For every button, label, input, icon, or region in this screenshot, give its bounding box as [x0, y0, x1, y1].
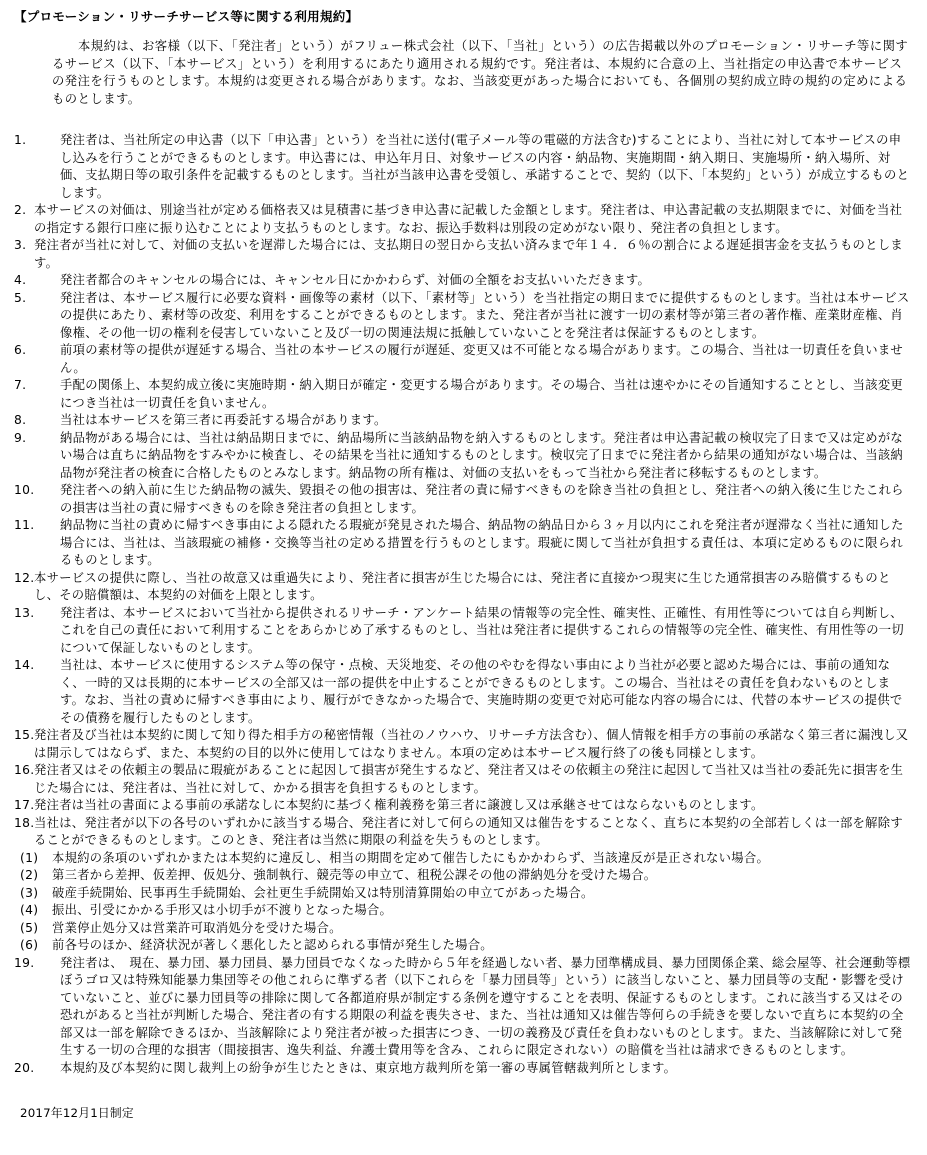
clause-text: 前各号のほか、経済状況が著しく悪化したと認められる事情が発生した場合。 [52, 938, 493, 952]
clause-list [14, 132, 913, 1077]
clause-number: 5. [14, 290, 27, 305]
clause-number: (5) [20, 920, 39, 935]
clause-text: 手配の関係上、本契約成立後に実施時期・納入期日が確定・変更する場合があります。その場合、当社は速やかにその旨通知することとし、当該変更につき当社は一切責任を負いません。 [60, 378, 904, 410]
clause-text: 当社は本サービスを第三者に再委託する場合があります。 [60, 413, 387, 427]
clause-18-item-4 [14, 902, 913, 920]
clause-6 [14, 342, 913, 377]
clause-text: 発注者又はその依頼主の製品に瑕疵があることに起因して損害が発生するなど、発注者又はその依頼主の発注に起因して当社又は当社の委託先に損害を生じた場合には、発注者は、当社に対して、かかる損害を負担するものとします。 [34, 763, 904, 795]
clause-number: 9. [14, 430, 27, 445]
clause-number: 2. [14, 203, 27, 217]
clause-number: 12. [14, 570, 35, 585]
clause-12 [14, 570, 913, 605]
clause-text: 発注者は、本サービス履行に必要な資料・画像等の素材（以下、「素材等」という）を当社指定の期日までに提供するものとします。当社は本サービスの提供にあたり、素材等の改変、利用をすることができるものとします。また、発注者が当社に渡す一切の素材等が第三者の著作権、産業財産権、肖像権、その他一切の権利を侵害していないこと及び一切の関連法規に抵触していないことを発注者は保証するものとします。 [60, 290, 910, 340]
clause-text: 振出、引受にかかる手形又は小切手が不渡りとなった場合。 [52, 903, 393, 917]
clause-text: 当社は、発注者が以下の各号のいずれかに該当する場合、発注者に対して何らの通知又は催告をすることなく、直ちに本契約の全部若しくは一部を解除することができるものとします。このとき、発注者は当然に期限の利益を失うものとします。 [34, 815, 903, 847]
clause-text: 前項の素材等の提供が遅延する場合、当社の本サービスの履行が遅延、変更又は不可能となる場合があります。この場合、当社は一切責任を負いません。 [60, 343, 904, 375]
clause-text: 発注者は、当社所定の申込書（以下「申込書」という）を当社に送付(電子メール等の電磁的方法含む)することにより、当社に対して本サービスの申し込みを行うことができるものとします。申込書には、申込年月日、対象サービスの内容・納品物、実施期間・納入期日、実施場所・納入場所、対価、支払期日等の取引条件を記載するものとします。当社が当該申込書を受領し、承諾することで、契約（以下、「本契約」という）が成立するものとします。 [60, 133, 910, 200]
clause-number: 10. [14, 483, 35, 497]
clause-number: (1) [20, 850, 39, 865]
clause-number: 7. [14, 378, 27, 392]
clause-4 [14, 272, 913, 290]
clause-18-item-5 [14, 920, 913, 938]
clause-text: 第三者から差押、仮差押、仮処分、強制執行、競売等の申立て、租税公課その他の滞納処分を受けた場合。 [52, 868, 657, 882]
clause-number: (4) [20, 903, 39, 917]
clause-text: 当社は、本サービスに使用するシステム等の保守・点検、天災地変、その他のやむを得ない事由により当社が必要と認めた場合には、事前の通知なく、一時的又は長期的に本サービスの全部又は一部の提供を中止することができるものとします。この場合、当社はその責任を負わないものとします。なお、当社の責めに帰すべき事由により、履行ができなかった場合で、実施時期の変更で対応可能な内容の場合には、代替の本サービスの提供でその債務を履行したものとします。 [60, 658, 903, 725]
clause-number: 3. [14, 238, 27, 252]
clause-text: 本規約の条項のいずれかまたは本契約に違反し、相当の期間を定めて催告したにもかかわらず、当該違反が是正されない場合。 [52, 850, 770, 865]
clause-number: 18. [14, 815, 35, 830]
clause-9 [14, 430, 913, 483]
clause-number: (6) [20, 938, 39, 952]
clause-16 [14, 762, 913, 797]
intro-paragraph: 本規約は、お客様（以下、「発注者」という）がフリュー株式会社（以下、「当社」という）の広告掲載以外のプロモーション・リサーチ等に関するサービス（以下、「本サービス」という）を利用するにあたり適用される規約です。発注者は、本規約に合意の上、当社指定の申込書で本サービスの発注を行うものとします。本規約は変更される場合があります。なお、当該変更があった場合においても、各個別の契約成立時の規約の定めによるものとします。 [52, 39, 909, 106]
clause-number: 19. [14, 955, 35, 970]
clause-text: 納品物がある場合には、当社は納品期日までに、納品場所に当該納品物を納入するものとします。発注者は申込書記載の検収完了日まで又は定めがない場合は直ちに納品物をすみやかに検査し、その結果を当社に通知するものとします。検収完了日までに発注者から結果の通知がない場合は、当該納品物が発注者の検査に合格したものとみなします。納品物の所有権は、対価の支払いをもって当社から発注者に移転するものとします。 [60, 430, 904, 480]
clause-text: 発注者は、本サービスにおいて当社から提供されるリサーチ・アンケート結果の情報等の完全性、確実性、正確性、有用性等については自ら判断し、これを自己の責任において利用することをあらかじめ了承するものとし、当社は発注者に提供するこれらの情報等の完全性、確実性、有用性等の一切について保証しないものとします。 [60, 605, 904, 655]
clause-18-item-1 [14, 850, 913, 868]
clause-14 [14, 657, 913, 727]
clause-18-item-2 [14, 867, 913, 885]
clause-text: 営業停止処分又は営業許可取消処分を受けた場合。 [52, 920, 342, 935]
clause-text: 納品物に当社の責めに帰すべき事由による隠れたる瑕疵が発見された場合、納品物の納品日から３ヶ月以内にこれを発注者が遅滞なく当社に通知した場合には、当社は、当該瑕疵の補修・交換等当社の定める措置を行うものとします。瑕疵に関して当社が負担する責任は、本項に定めるものに限られるものとします。 [60, 518, 904, 567]
clause-number: 15. [14, 728, 35, 742]
clause-text: 本サービスの提供に際し、当社の故意又は重過失により、発注者に損害が生じた場合には、発注者に直接かつ現実に生じた通常損害のみ賠償するものとし、その賠償額は、本契約の対価を上限とします。 [34, 570, 891, 602]
clause-number: 8. [14, 413, 27, 427]
clause-11 [14, 517, 913, 570]
clause-number: 11. [14, 518, 35, 532]
clause-number: 14. [14, 658, 35, 672]
clause-18 [14, 815, 913, 850]
clause-number: 20. [14, 1060, 35, 1075]
enactment-date: 2017年12月1日制定 [20, 1106, 134, 1120]
clause-number: 1. [14, 133, 27, 147]
clause-15 [14, 727, 913, 762]
clause-13 [14, 605, 913, 658]
clause-19 [14, 955, 913, 1060]
clause-3 [14, 237, 913, 272]
clause-5 [14, 290, 913, 343]
clause-number: 4. [14, 273, 27, 287]
clause-18-item-6 [14, 937, 913, 955]
document-title: 【プロモーション・リサーチサービス等に関する利用規約】 [14, 9, 359, 24]
clause-text: 本サービスの対価は、別途当社が定める価格表又は見積書に基づき申込書に記載した金額とします。発注者は、申込書記載の支払期限までに、対価を当社の指定する銀行口座に振り込むことにより支払うものとします。なお、振込手数料は別段の定めがない限り、発注者の負担とします。 [34, 203, 903, 235]
clause-18-item-3 [14, 885, 913, 903]
clause-number: (2) [20, 868, 39, 882]
clause-number: 16. [14, 763, 35, 777]
clause-text: 発注者は、 現在、暴力団、暴力団員、暴力団員でなくなった時から５年を経過しない者、暴力団準構成員、暴力団関係企業、総会屋等、社会運動等標ぼうゴロ又は特殊知能暴力集団等その他これらに準ずる者（以下これらを「暴力団員等」という）に該当しないこと、暴力団員等の支配・影響を受けていないこと、並びに暴力団員等の排除に関して各都道府県が制定する条例を遵守することを表明、保証するものとします。これに該当する又はその恐れがあると当社が判断した場合、発注者の有する期限の利益を喪失させ、また、当社は通知又は催告等何らの手続きを要しないで直ちに本契約の全部又は一部を解除できるほか、当該解除により発注者が被った損害につき、一切の義務及び責任を負わないものとします。また、当該解除に対して発生する一切の合理的な損害（間接損害、逸失利益、弁護士費用等を含み、これらに限定されない）の賠償を当社は請求できるものとします。 [60, 955, 911, 1057]
clause-text: 発注者都合のキャンセルの場合には、キャンセル日にかかわらず、対価の全額をお支払いいただきます。 [60, 273, 651, 287]
clause-20 [14, 1060, 913, 1078]
clause-2 [14, 202, 913, 237]
clause-number: 17. [14, 798, 35, 812]
clause-text: 発注者は当社の書面による事前の承諾なしに本契約に基づく権利義務を第三者に譲渡し又は承継させてはならないものとします。 [34, 798, 764, 812]
clause-17 [14, 797, 913, 815]
clause-number: (3) [20, 885, 39, 900]
clause-text: 破産手続開始、民事再生手続開始、会社更生手続開始又は特別清算開始の申立てがあった場合。 [52, 885, 594, 900]
clause-number: 6. [14, 343, 27, 357]
clause-text: 発注者及び当社は本契約に関して知り得た相手方の秘密情報（当社のノウハウ、リサーチ方法含む）、個人情報を相手方の事前の承諾なく第三者に漏洩し又は開示してはならず、また、本契約の目的以外に使用してはなりません。本項の定めは本サービス履行終了の後も同様とします。 [34, 728, 909, 760]
clause-text: 発注者への納入前に生じた納品物の滅失、毀損その他の損害は、発注者の責に帰すべきものを除き当社の負担とし、発注者への納入後に生じたこれらの損害は当社の責に帰すべきものを除き発注者の負担とします。 [60, 483, 904, 515]
clause-7 [14, 377, 913, 412]
clause-text: 本規約及び本契約に関し裁判上の紛争が生じたときは、東京地方裁判所を第一審の専属管轄裁判所とします。 [60, 1060, 677, 1075]
clause-number: 13. [14, 605, 35, 620]
clause-10 [14, 482, 913, 517]
clause-8 [14, 412, 913, 430]
clause-1 [14, 132, 913, 202]
clause-text: 発注者が当社に対して、対価の支払いを遅滞した場合には、支払期日の翌日から支払い済みまで年１４．６％の割合による遅延損害金を支払うものとします。 [34, 238, 903, 270]
